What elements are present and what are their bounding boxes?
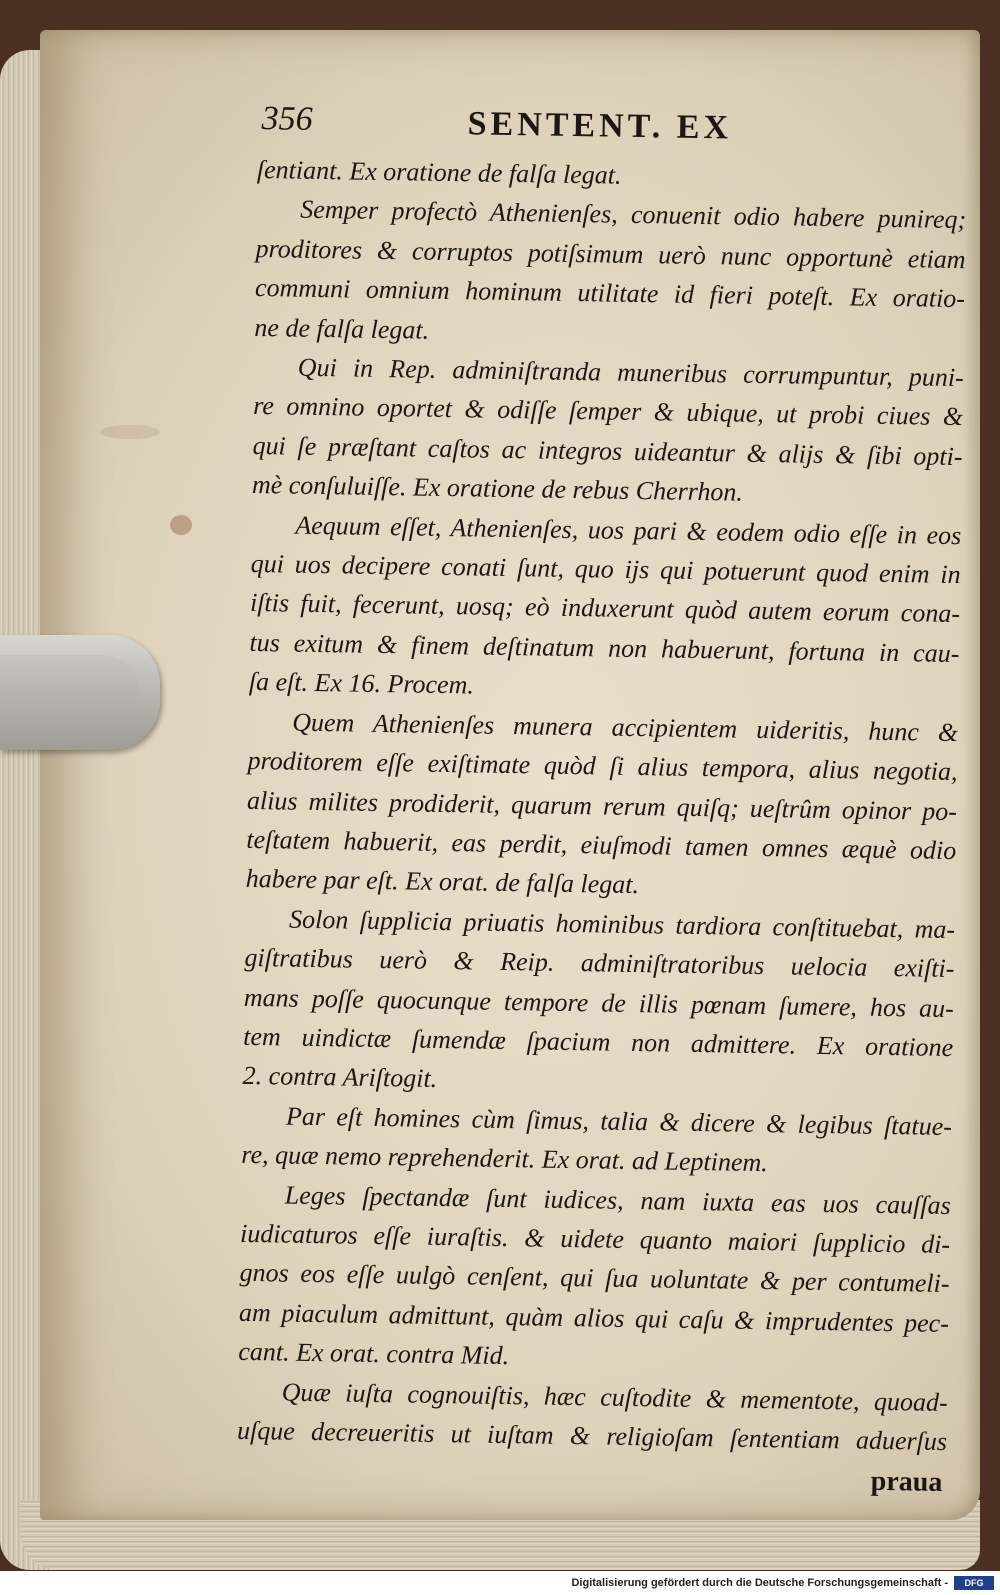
running-title: SENTENT. EX [467,105,733,147]
text-line: 2. contra Ariſtogit. [242,1061,438,1094]
page-number: 356 [261,100,313,138]
text-line: mè conſuluiſſe. Ex oratione de rebus Cherrhon. [251,470,744,507]
text-line: gnos eos eſſe uulgò cenſent, qui ſua uoluntate & per contumeli- [239,1258,950,1299]
text-line: Par eſt homines cùm ſimus, talia & dicere & legibus ſtatue- [285,1101,953,1141]
text-line: ſentiant. Ex oratione de falſa legat. [256,154,622,190]
text-line: Leges ſpectandæ ſunt iudices, nam iuxta eas uos cauſſas [284,1180,951,1220]
text-line: Qui in Rep. adminiſtranda muneribus corrumpuntur, puni- [297,352,964,393]
page-stain [100,425,160,439]
text-line: Quem Athenienſes munera accipientem uideritis, hunc & [292,707,959,747]
text-line: proditores & corruptos potiſsimum uerò nunc opportunè etiam [255,233,966,274]
text-line: qui ſe præſtant caſtos ac integros uideantur & aliјs & ſibi opti- [252,430,963,471]
text-line: Semper profectò Athenienſes, conuenit odio habere punireq; [300,195,967,235]
page-text-block [236,100,968,1505]
text-line: teſtatem habuerit, eas perdit, eiuſmodi tamen omnes æquè odio [246,824,957,865]
footer-credit: Digitalisierung gefördert durch die Deutsche Forschungsgemeinschaft - [571,1577,948,1589]
text-line: mans poſſe quocunque tempore de illis pœnam ſumere, hos au- [243,982,955,1023]
page-stain [170,515,192,535]
text-line: tus exitum & finem deſtinatum non habuerunt, fortuna in cau- [249,627,960,668]
dfg-logo: DFG [954,1576,994,1590]
catchword: praua [870,1466,943,1499]
text-line: proditorem eſſe exiſtimate quòd ſi alius tempora, alius negotia, [247,746,958,787]
text-line: qui uos decipere conati ſunt, quo iјs qui potuerunt quod enim in [250,549,961,590]
text-line: iudicaturos eſſe iuraſtis. & uidete quanto maiori ſupplicio di- [239,1218,951,1259]
digitization-footer [0,1571,1000,1595]
text-line: am piaculum admittunt, quàm alios qui caſu & imprudentes pec- [238,1297,950,1338]
text-line: Quæ iuſta cognouiſtis, hæc cuſtodite & mementote, quoad- [281,1377,948,1417]
text-line: tem uindictæ ſumendæ ſpacium non admittere. Ex oratione [243,1021,954,1062]
text-line: uſque decreueritis ut iuſtam & religioſam ſententiam aduerſus [236,1415,948,1456]
page-clip-highlight [0,655,140,730]
text-line: ne de falſa legat. [254,312,430,345]
text-line: re omnino oportet & odiſſe ſemper & ubique, ut probi ciues & [252,391,964,432]
text-line: iſtis fuit, fecerunt, uosq; eò induxerunt quòd autem eorum cona- [249,588,961,629]
text-line: communi omnium hominum utilitate id fieri poteſt. Ex oratio- [254,273,966,314]
text-lines [237,150,967,1461]
text-line: Aequum eſſet, Athenienſes, uos pari & eodem odio eſſe in eos [295,510,962,550]
text-line: alius milites prodiderit, quarum rerum quiſq; ueſtrûm opinor po- [246,785,958,826]
text-line: giſtratibus uerò & Reip. adminiſtratoribus uelocia exiſti- [244,943,955,984]
text-line: cant. Ex orat. contra Mid. [238,1337,510,1371]
text-line: ſa eſt. Ex 16. Procem. [248,667,475,700]
text-line: Solon ſupplicia priuatis hominibus tardiora conſtituebat, ma- [288,904,956,944]
text-line: habere par eſt. Ex orat. de falſa legat. [245,864,640,900]
text-line: re, quæ nemo reprehenderit. Ex orat. ad Leptinem. [241,1140,769,1178]
